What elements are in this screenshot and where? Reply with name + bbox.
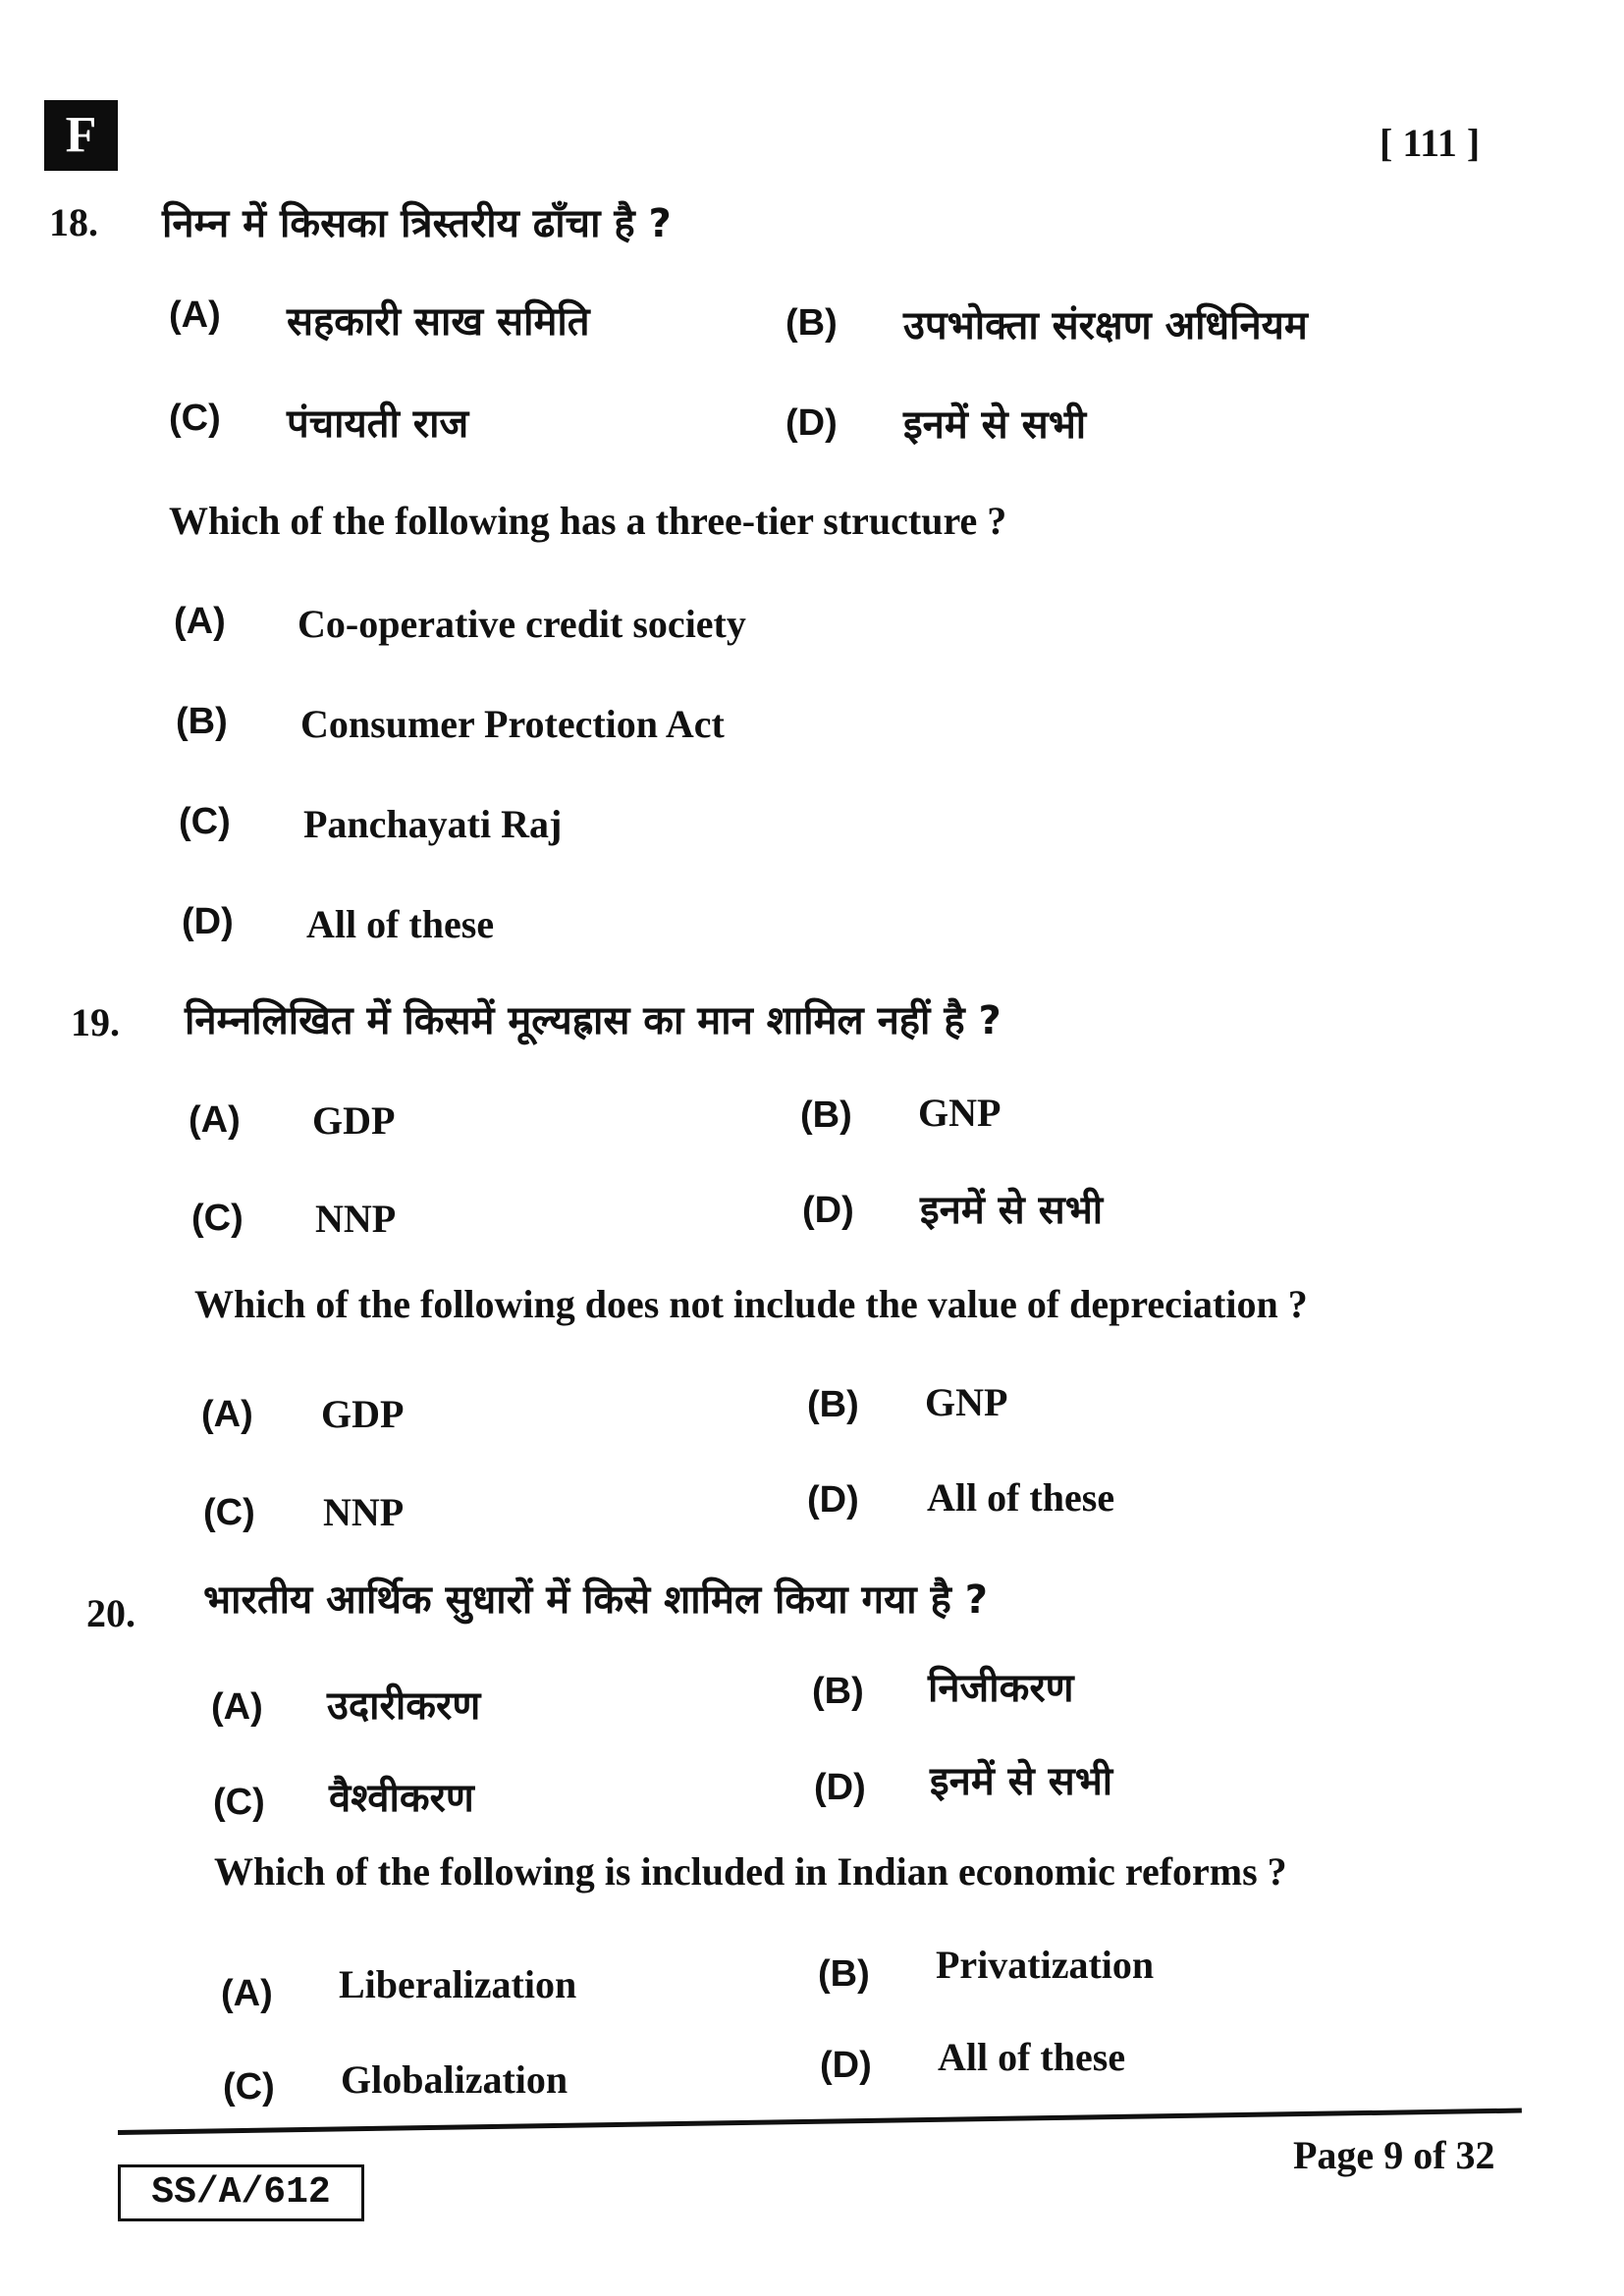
page-number: Page 9 of 32 [1293, 2133, 1495, 2177]
option-label: (A) [189, 1099, 241, 1141]
paper-code-top: [ 111 ] [1380, 121, 1481, 165]
option-text: उपभोक्ता संरक्षण अधिनियम [903, 303, 1308, 348]
option-label: (C) [169, 398, 221, 439]
option-text: इनमें से सभी [930, 1759, 1113, 1804]
question-english: Which of the following is included in Indian economic reforms ? [214, 1849, 1287, 1894]
option-label: (D) [820, 2045, 872, 2086]
option-text: वैश्वीकरण [329, 1776, 474, 1821]
option-text: GNP [925, 1380, 1008, 1424]
footer-rule [118, 2109, 1522, 2135]
paper-code: SS/A/612 [118, 2164, 364, 2221]
option-text: निजीकरण [928, 1666, 1074, 1711]
option-label: (D) [802, 1190, 854, 1231]
option-text: GDP [312, 1098, 396, 1143]
option-text: सहकारी साख समिति [287, 299, 590, 345]
option-text: इनमें से सभी [920, 1188, 1104, 1233]
option-label: (A) [221, 1973, 273, 2014]
option-label: (A) [169, 294, 221, 336]
option-text: NNP [315, 1197, 397, 1241]
question-number: 20. [86, 1591, 135, 1635]
option-text: Globalization [341, 2057, 568, 2102]
option-label: (C) [203, 1492, 255, 1533]
question-english: Which of the following has a three-tier structure ? [169, 499, 1007, 543]
option-text: उदारीकरण [327, 1683, 481, 1729]
option-label: (D) [785, 402, 838, 444]
option-label: (B) [812, 1671, 864, 1712]
option-text: Panchayati Raj [303, 802, 563, 846]
option-label: (B) [800, 1095, 852, 1136]
option-text: Co-operative credit society [298, 602, 746, 646]
question-number: 19. [71, 1000, 120, 1044]
option-label: (B) [176, 701, 228, 742]
option-text: पंचायती राज [287, 401, 469, 447]
option-label: (C) [191, 1198, 244, 1239]
set-badge: F [44, 100, 118, 171]
option-label: (B) [785, 302, 838, 344]
option-text: GNP [918, 1091, 1001, 1135]
question-number: 18. [49, 200, 98, 244]
option-label: (D) [807, 1479, 859, 1521]
option-label: (B) [807, 1384, 859, 1425]
option-label: (D) [814, 1767, 866, 1808]
option-label: (C) [213, 1782, 265, 1823]
option-text: GDP [321, 1392, 405, 1436]
question-hindi: भारतीय आर्थिक सुधारों में किसे शामिल किया गया है ? [203, 1577, 988, 1623]
option-label: (A) [174, 601, 226, 642]
option-label: (C) [223, 2066, 275, 2108]
option-text: Liberalization [339, 1962, 577, 2006]
option-label: (D) [182, 901, 234, 942]
question-english: Which of the following does not include the value of depreciation ? [194, 1282, 1308, 1326]
option-text: All of these [938, 2035, 1126, 2079]
option-label: (A) [211, 1686, 263, 1728]
option-text: Privatization [936, 1943, 1155, 1987]
option-text: NNP [323, 1490, 405, 1534]
question-hindi: निम्नलिखित में किसमें मूल्यह्रास का मान शामिल नहीं है ? [185, 998, 1001, 1043]
option-label: (A) [201, 1394, 253, 1435]
option-text: Consumer Protection Act [300, 702, 725, 746]
option-label: (C) [179, 801, 231, 842]
option-text: All of these [927, 1475, 1115, 1520]
option-text: इनमें से सभी [903, 402, 1087, 448]
option-label: (B) [818, 1953, 870, 1995]
option-text: All of these [306, 902, 495, 946]
question-hindi: निम्न में किसका त्रिस्तरीय ढाँचा है ? [162, 201, 672, 246]
